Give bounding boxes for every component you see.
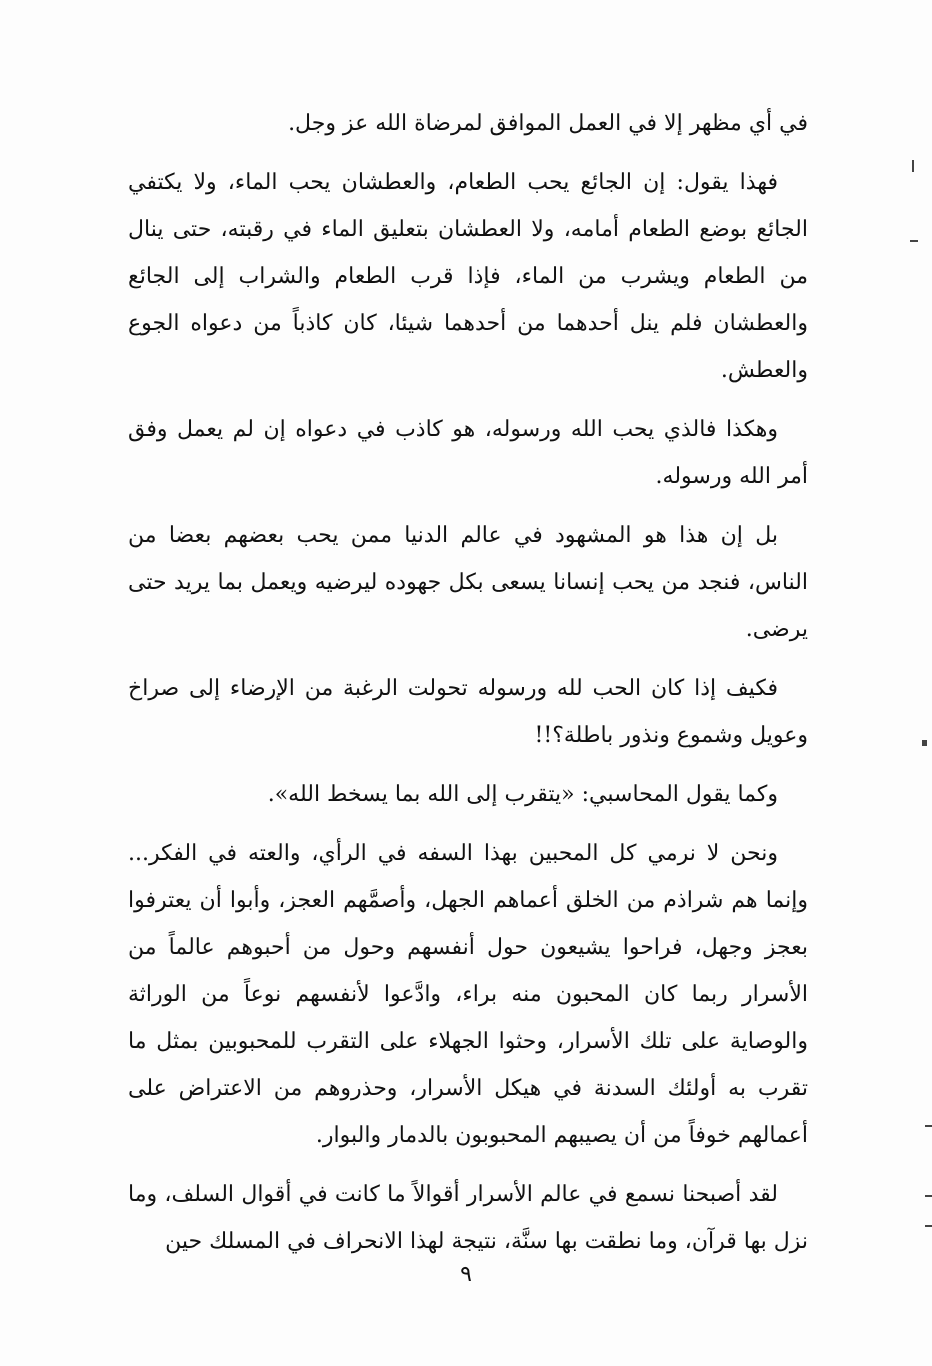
paragraph-1: في أي مظهر إلا في العمل الموافق لمرضاة الله عز وجل. (288, 111, 808, 136)
paragraph-7: ونحن لا نرمي كل المحبين بهذا السفه في الرأي، والعته في الفكر... وإنما هم شراذم من الخلق أعماهم الجهل، وأصمَّهم العجز، وأبوا أن يعترفوا بعجز وجهل، فراحوا يشيعون حول أنفسهم وحول من أحبوهم عالماً من الأسرار ربما كان المحبون منه براء، وادَّعوا لأنفسهم نوعاً من الوراثة والوصاية على تلك الأسرار، وحثوا الجهلاء على التقرب للمحبوبين بمثل ما تقرب به أولئك السدنة في هيكل الأسرار، وحذروهم من الاعتراض على أعمالهم خوفاً من أن يصيبهم المحبوبون بالدمار والبوار. (128, 841, 808, 1148)
scan-mark (925, 1125, 932, 1127)
body-text (128, 100, 808, 1277)
paragraph-6: وكما يقول المحاسبي: «يتقرب إلى الله بما يسخط الله». (267, 782, 778, 807)
scan-mark (925, 1225, 932, 1227)
paragraph-5: فكيف إذا كان الحب لله ورسوله تحولت الرغبة من الإرضاء إلى صراخ وعويل وشموع ونذور باطلة؟!! (128, 676, 808, 748)
scan-mark (910, 240, 918, 242)
paragraph-2: فهذا يقول: إن الجائع يحب الطعام، والعطشان يحب الماء، ولا يكتفي الجائع بوضع الطعام أمامه، ولا العطشان بتعليق الماء في رقبته، حتى ينال من الطعام ويشرب من الماء، فإذا قرب الطعام والشراب إلى الجائع والعطشان فلم ينل أحدهما من أحدهما شيئا، كان كاذباً من دعواه الجوع والعطش. (128, 170, 808, 383)
paragraph-8: لقد أصبحنا نسمع في عالم الأسرار أقوالاً ما كانت في أقوال السلف، وما نزل بها قرآن، وما نطقت بها سنَّة، نتيجة لهذا الانحراف في المسلك حين (128, 1182, 808, 1254)
scan-mark (912, 160, 914, 172)
page-number: ٩ (460, 1262, 472, 1287)
paragraph-3: وهكذا فالذي يحب الله ورسوله، هو كاذب في دعواه إن لم يعمل وفق أمر الله ورسوله. (128, 417, 808, 489)
paragraph-4: بل إن هذا هو المشهود في عالم الدنيا ممن يحب بعضهم بعضا من الناس، فنجد من يحب إنسانا يسعى بكل جهوده ليرضيه ويعمل بما يريد حتى يرضى. (128, 523, 808, 642)
scan-mark (922, 740, 927, 746)
scan-mark (925, 1195, 932, 1197)
